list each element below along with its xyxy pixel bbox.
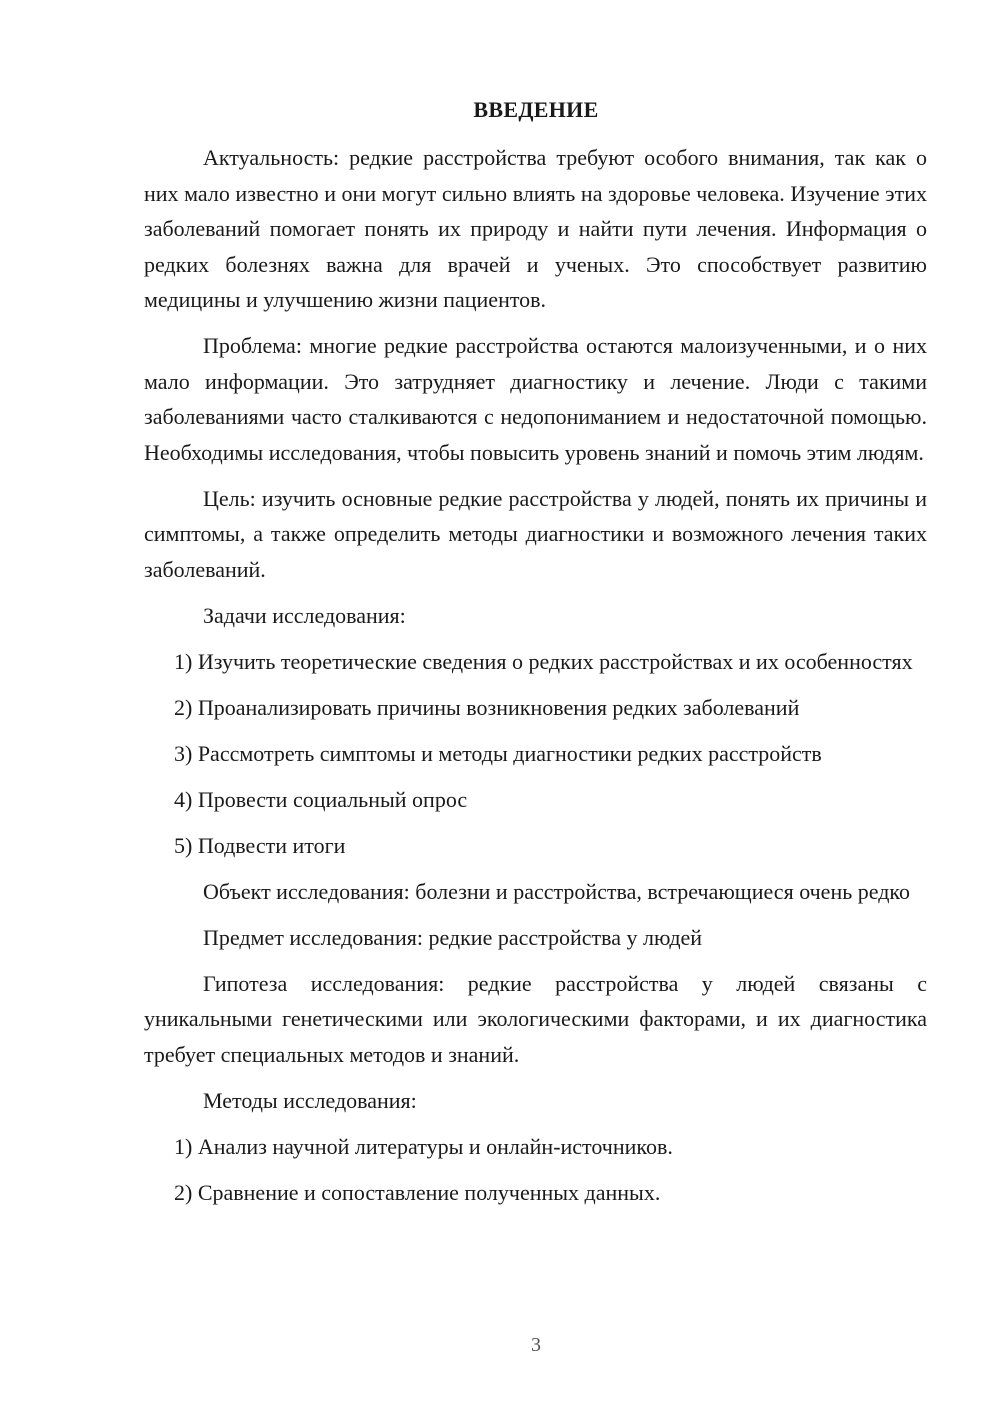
method-item-1: 1) Анализ научной литературы и онлайн-источников.: [174, 1133, 673, 1159]
document-body: [144, 140, 927, 1221]
task-item-3: 3) Рассмотреть симптомы и методы диагностики редких расстройств: [174, 740, 822, 766]
paragraph-relevance: Актуальность: редкие расстройства требуют особого внимания, так как о них мало известно и они могут сильно влиять на здоровье человека. Изучение этих заболеваний помогает понять их природу и найти пути лечения. Информация о редких болезнях важна для врачей и ученых. Это способствует развитию медицины и улучшению жизни пациентов.: [144, 145, 927, 312]
methods-title: Методы исследования:: [203, 1087, 417, 1113]
paragraph-goal: Цель: изучить основные редкие расстройства у людей, понять их причины и симптомы, а также определить методы диагностики и возможного лечения таких заболеваний.: [144, 485, 927, 582]
paragraph-problem: Проблема: многие редкие расстройства остаются малоизученными, и о них мало информации. Это затрудняет диагностику и лечение. Люди с такими заболеваниями часто сталкиваются с недопониманием и недостаточной помощью. Необходимы исследования, чтобы повысить уровень знаний и помочь этим людям.: [144, 333, 927, 465]
task-item-5: 5) Подвести итоги: [174, 832, 346, 858]
task-item-1: 1) Изучить теоретические сведения о редких расстройствах и их особенностях: [174, 648, 913, 674]
task-item-4: 4) Провести социальный опрос: [174, 786, 468, 812]
method-item-2: 2) Сравнение и сопоставление полученных данных.: [174, 1179, 661, 1205]
task-item-2: 2) Проанализировать причины возникновения редких заболеваний: [174, 694, 800, 720]
paragraph-subject: Предмет исследования: редкие расстройства у людей: [203, 924, 703, 950]
section-heading: ВВЕДЕНИЕ: [473, 97, 599, 122]
page-number: 3: [531, 1334, 541, 1356]
paragraph-object: Объект исследования: болезни и расстройства, встречающиеся очень редко: [203, 878, 910, 904]
tasks-title: Задачи исследования:: [203, 602, 406, 628]
paragraph-hypothesis: Гипотеза исследования: редкие расстройства у людей связаны с уникальными генетическими или экологическими факторами, и их диагностика требует специальных методов и знаний.: [144, 970, 927, 1067]
